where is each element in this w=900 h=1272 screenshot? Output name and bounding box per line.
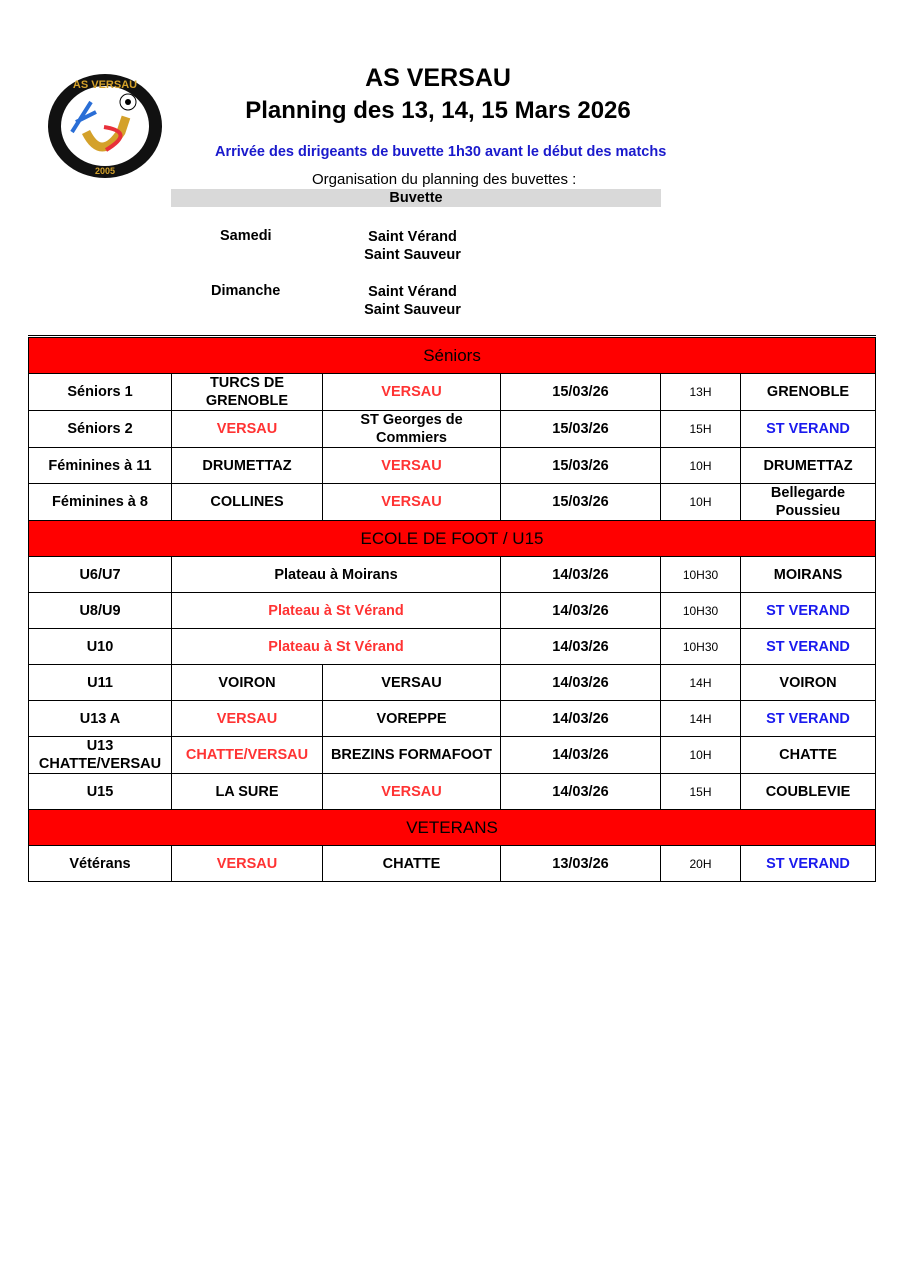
- section-header-row: [29, 521, 876, 557]
- venue-cell: ST VERAND: [741, 701, 876, 737]
- buvette-day: Samedi: [220, 228, 272, 244]
- table-row: [29, 484, 876, 521]
- time-cell: 15H: [661, 774, 741, 810]
- section-title: ECOLE DE FOOT / U15: [29, 521, 876, 557]
- venue-cell: DRUMETTAZ: [741, 448, 876, 484]
- venue-cell: ST VERAND: [741, 846, 876, 882]
- svg-text:2005: 2005: [94, 166, 116, 176]
- date-cell: 15/03/26: [501, 448, 661, 484]
- home-team-cell: TURCS DE GRENOBLE: [172, 374, 323, 411]
- time-cell: 20H: [661, 846, 741, 882]
- venue-cell: ST VERAND: [741, 593, 876, 629]
- time-cell: 10H: [661, 737, 741, 774]
- buvette-day: Dimanche: [211, 283, 281, 299]
- home-team-cell: COLLINES: [172, 484, 323, 521]
- table-row: [29, 774, 876, 810]
- buvette-names: [340, 228, 485, 264]
- away-team-cell: VOREPPE: [323, 701, 501, 737]
- away-team-cell: VERSAU: [323, 665, 501, 701]
- venue-cell: GRENOBLE: [741, 374, 876, 411]
- team-cell: U15: [29, 774, 172, 810]
- buvette-name: Saint Sauveur: [364, 302, 461, 318]
- time-cell: 10H: [661, 484, 741, 521]
- date-cell: 14/03/26: [501, 737, 661, 774]
- table-row: [29, 665, 876, 701]
- home-team-cell: VERSAU: [172, 701, 323, 737]
- time-cell: 10H: [661, 448, 741, 484]
- match-schedule-table: [28, 335, 876, 882]
- team-cell: U13 CHATTE/VERSAU: [29, 737, 172, 774]
- team-cell: U13 A: [29, 701, 172, 737]
- venue-cell: CHATTE: [741, 737, 876, 774]
- away-team-cell: VERSAU: [323, 374, 501, 411]
- home-team-cell: VERSAU: [172, 846, 323, 882]
- table-row: [29, 557, 876, 593]
- table-row: [29, 411, 876, 448]
- date-cell: 14/03/26: [501, 701, 661, 737]
- table-row: [29, 701, 876, 737]
- table-row: [29, 737, 876, 774]
- page-title: AS VERSAU: [365, 64, 511, 92]
- arrival-notice: Arrivée des dirigeants de buvette 1h30 avant le début des matchs: [215, 144, 667, 160]
- time-cell: 15H: [661, 411, 741, 448]
- table-row: [29, 448, 876, 484]
- away-team-cell: VERSAU: [323, 448, 501, 484]
- section-header-row: [29, 337, 876, 374]
- svg-text:AS VERSAU: AS VERSAU: [72, 79, 138, 91]
- team-cell: Séniors 2: [29, 411, 172, 448]
- team-cell: Féminines à 8: [29, 484, 172, 521]
- home-team-cell: VERSAU: [172, 411, 323, 448]
- team-cell: U6/U7: [29, 557, 172, 593]
- buvette-names: [340, 283, 485, 319]
- date-cell: 14/03/26: [501, 629, 661, 665]
- date-cell: 14/03/26: [501, 593, 661, 629]
- home-team-cell: VOIRON: [172, 665, 323, 701]
- date-cell: 14/03/26: [501, 774, 661, 810]
- date-cell: 13/03/26: [501, 846, 661, 882]
- time-cell: 10H30: [661, 557, 741, 593]
- table-row: [29, 593, 876, 629]
- time-cell: 14H: [661, 701, 741, 737]
- table-row: [29, 374, 876, 411]
- date-cell: 15/03/26: [501, 374, 661, 411]
- date-cell: 15/03/26: [501, 484, 661, 521]
- page-subtitle: Planning des 13, 14, 15 Mars 2026: [245, 97, 631, 124]
- away-team-cell: CHATTE: [323, 846, 501, 882]
- away-team-cell: VERSAU: [323, 774, 501, 810]
- buvette-name: Saint Vérand: [368, 284, 457, 300]
- venue-cell: MOIRANS: [741, 557, 876, 593]
- time-cell: 10H30: [661, 593, 741, 629]
- venue-cell: ST VERAND: [741, 411, 876, 448]
- time-cell: 10H30: [661, 629, 741, 665]
- buvette-header: Buvette: [171, 189, 661, 207]
- team-cell: U10: [29, 629, 172, 665]
- home-team-cell: CHATTE/VERSAU: [172, 737, 323, 774]
- date-cell: 14/03/26: [501, 557, 661, 593]
- date-cell: 14/03/26: [501, 665, 661, 701]
- venue-cell: COUBLEVIE: [741, 774, 876, 810]
- table-row: [29, 846, 876, 882]
- plateau-cell: Plateau à St Vérand: [172, 629, 501, 665]
- away-team-cell: VERSAU: [323, 484, 501, 521]
- team-cell: Vétérans: [29, 846, 172, 882]
- home-team-cell: DRUMETTAZ: [172, 448, 323, 484]
- team-cell: U8/U9: [29, 593, 172, 629]
- venue-cell: ST VERAND: [741, 629, 876, 665]
- team-cell: Séniors 1: [29, 374, 172, 411]
- buvette-name: Saint Vérand: [368, 229, 457, 245]
- team-cell: Féminines à 11: [29, 448, 172, 484]
- plateau-cell: Plateau à St Vérand: [172, 593, 501, 629]
- section-title: VETERANS: [29, 810, 876, 846]
- venue-cell: Bellegarde Poussieu: [741, 484, 876, 521]
- table-row: [29, 629, 876, 665]
- team-cell: U11: [29, 665, 172, 701]
- organisation-label: Organisation du planning des buvettes :: [312, 171, 577, 188]
- plateau-cell: Plateau à Moirans: [172, 557, 501, 593]
- date-cell: 15/03/26: [501, 411, 661, 448]
- section-header-row: [29, 810, 876, 846]
- away-team-cell: BREZINS FORMAFOOT: [323, 737, 501, 774]
- away-team-cell: ST Georges de Commiers: [323, 411, 501, 448]
- time-cell: 14H: [661, 665, 741, 701]
- time-cell: 13H: [661, 374, 741, 411]
- section-title: Séniors: [29, 337, 876, 374]
- home-team-cell: LA SURE: [172, 774, 323, 810]
- venue-cell: VOIRON: [741, 665, 876, 701]
- buvette-name: Saint Sauveur: [364, 247, 461, 263]
